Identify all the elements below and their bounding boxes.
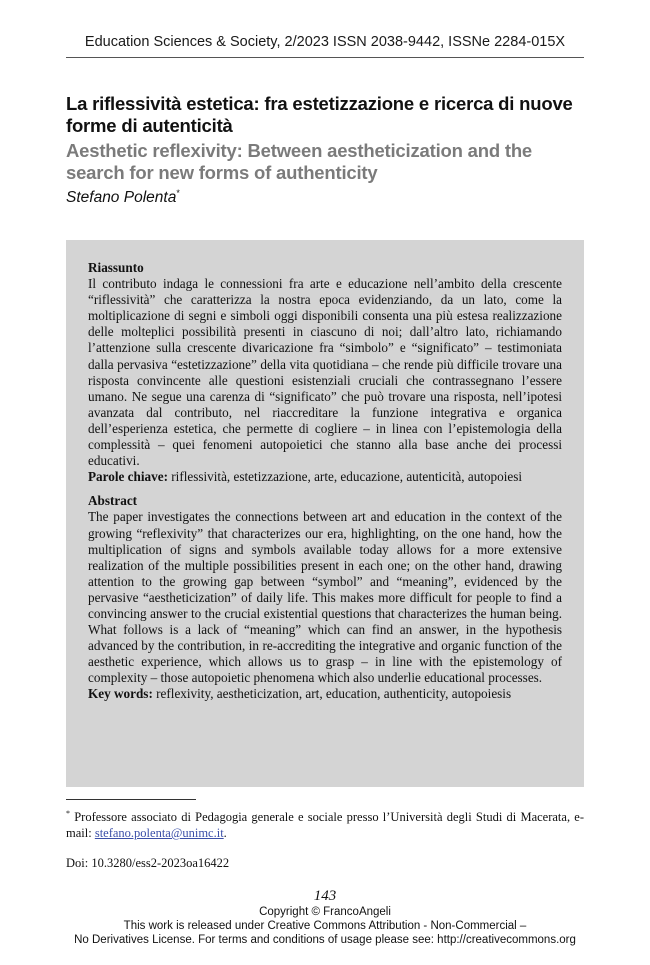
title-italian: La riflessività estetica: fra estetizzazione e ricerca di nuove forme di autenticità [66, 93, 573, 136]
copyright-line: Copyright © FrancoAngeli [259, 906, 391, 918]
abstract-content [88, 260, 562, 703]
footnote-text: Professore associato di Pedagogia generale e sociale presso l’Università degli Studi di Macerata, e-mail: [66, 810, 584, 841]
author-name: Stefano Polenta [66, 189, 177, 207]
abstract-box [66, 240, 584, 787]
author-email-link[interactable]: stefano.polenta@unimc.it [94, 826, 224, 841]
header-rule [66, 57, 584, 58]
footnote-mark: * [66, 809, 70, 818]
doi: Doi: 10.3280/ess2-2023oa16422 [66, 856, 230, 870]
author [66, 188, 180, 207]
abstract-keywords [88, 686, 562, 702]
license-line-2: No Derivatives License. For terms and conditions of usage please see: http://creativecommons.org [74, 934, 576, 946]
abstract-keywords-list: reflexivity, aestheticization, art, education, authenticity, autopoiesis [152, 686, 512, 702]
footnote-end: . [223, 826, 227, 841]
riassunto-text: Il contributo indaga le connessioni fra arte e educazione nell’ambito della crescente “riflessività” che caratterizza la nostra epoca evidenziando, da un lato, come la moltiplicazione di segni e simboli oggi disponibili consenta una più estesa realizzazione delle molteplici possibilità presenti in ciascuno di noi; dall’altro lato, richiamando l’attenzione sulla crescente divaricazione fra “simbolo” e “significato” – testimoniata dalla pervasiva “estetizzazione” della vita quotidiana – che rende più difficile trovare una risposta convincente alle questioni esistenziali cruciali che contrassegnano l’essere umano. Ne segue una carenza di “significato” che può trovare una risposta, nell’ipotesi avanzata dal contributo, nel riaccreditare la funzione integrativa e organica dell’esperienza estetica, che permette di cogliere – in linea con l’epistemologia della complessità – quei fenomeni autopoietici che stanno alla base anche dei processi educativi. [88, 276, 562, 469]
author-footnote-mark: * [176, 188, 180, 198]
abstract-keywords-label: Key words: [88, 686, 153, 702]
footnote-rule [66, 799, 196, 800]
riassunto-heading: Riassunto [88, 260, 144, 275]
title-english: Aesthetic reflexivity: Between aestheticization and the search for new forms of authenticity [66, 140, 533, 183]
license-line-1: This work is released under Creative Commons Attribution - Non-Commercial – [123, 920, 527, 932]
riassunto-keywords-label: Parole chiave: [88, 469, 168, 485]
journal-header: Education Sciences & Society, 2/2023 ISSN 2038-9442, ISSNe 2284-015X [84, 34, 566, 50]
abstract-text: The paper investigates the connections between art and education in the context of the growing “reflexivity” that characterizes our era, highlighting, on the one hand, how the multiplication of signs and symbols available today allows for a more extensive realization of the multiple possibilities present in each one; on the other hand, drawing attention to the growing gap between “symbol” and “meaning”, evidenced by the pervasive “aestheticization” of daily life. This makes more difficult for people to find a convincing answer to the crucial existential questions that characterizes the human being. What follows is a lack of “meaning” which can find an answer, in the hypothesis advanced by the contribution, in re-accrediting the integrative and organic function of the aesthetic experience, which allows us to grasp – in line with the epistemology of complexity – those autopoietic phenomena which also underlie educational processes. [88, 509, 562, 686]
riassunto-keywords [88, 469, 562, 485]
footnote [66, 806, 584, 841]
abstract-heading: Abstract [88, 493, 138, 509]
page-number: 143 [313, 888, 337, 904]
riassunto-keywords-list: riflessività, estetizzazione, arte, educazione, autenticità, autopoiesi [167, 469, 523, 485]
